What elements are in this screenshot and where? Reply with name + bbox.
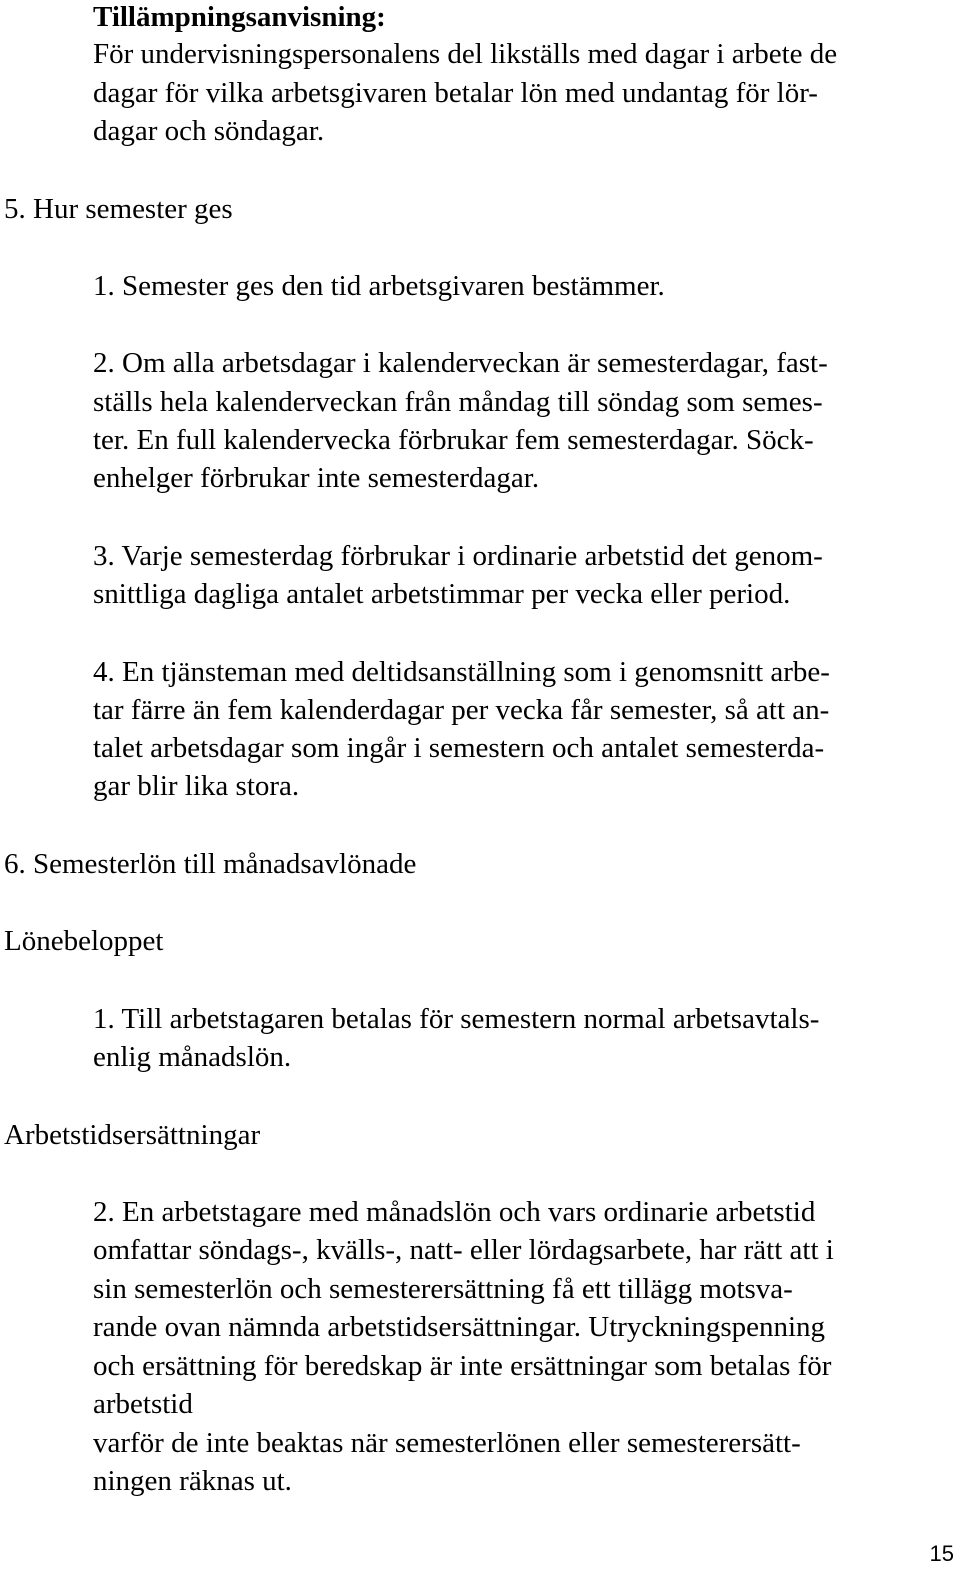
paragraph-line: enlig månadslön.	[93, 1041, 292, 1073]
section-heading: 5. Hur semester ges	[4, 193, 233, 225]
paragraph-line: arbetstid	[93, 1388, 193, 1420]
paragraph-line: varför de inte beaktas när semesterlönen eller semesterersätt-	[93, 1427, 801, 1459]
paragraph-line: 1. Semester ges den tid arbetsgivaren bestämmer.	[93, 270, 665, 302]
paragraph-line: dagar för vilka arbetsgivaren betalar lön med undantag för lör-	[93, 77, 818, 109]
paragraph-line: talet arbetsdagar som ingår i semestern och antalet semesterda-	[93, 732, 825, 764]
application-guidance-heading: Tillämpningsanvisning:	[93, 1, 386, 33]
paragraph-line: 3. Varje semesterdag förbrukar i ordinarie arbetstid det genom-	[93, 540, 823, 572]
paragraph-line: snittliga dagliga antalet arbetstimmar per vecka eller period.	[93, 578, 791, 610]
subheading: Lönebeloppet	[4, 925, 164, 957]
paragraph-line: tar färre än fem kalenderdagar per vecka får semester, så att an-	[93, 694, 830, 726]
paragraph-line: sin semesterlön och semesterersättning få ett tillägg motsva-	[93, 1273, 793, 1305]
paragraph-line: ställs hela kalenderveckan från måndag till söndag som semes-	[93, 386, 823, 418]
paragraph-line: ter. En full kalendervecka förbrukar fem semesterdagar. Söck-	[93, 424, 814, 456]
paragraph-line: 2. Om alla arbetsdagar i kalenderveckan är semesterdagar, fast-	[93, 347, 828, 379]
page-number: 15	[929, 1541, 954, 1566]
paragraph-line: 1. Till arbetstagaren betalas för semestern normal arbetsavtals-	[93, 1003, 820, 1035]
paragraph-line: enhelger förbrukar inte semesterdagar.	[93, 462, 540, 494]
paragraph-line: rande ovan nämnda arbetstidsersättningar. Utryckningspenning	[93, 1311, 826, 1343]
paragraph-line: omfattar söndags-, kvälls-, natt- eller lördagsarbete, har rätt att i	[93, 1234, 834, 1266]
section-heading: 6. Semesterlön till månadsavlönade	[4, 848, 417, 880]
paragraph-line: ningen räknas ut.	[93, 1465, 292, 1497]
paragraph-line: gar blir lika stora.	[93, 770, 300, 802]
paragraph-line: För undervisningspersonalens del likställs med dagar i arbete de	[93, 38, 838, 70]
subheading: Arbetstidsersättningar	[4, 1119, 261, 1151]
paragraph-line: 4. En tjänsteman med deltidsanställning som i genomsnitt arbe-	[93, 656, 830, 688]
paragraph-line: dagar och söndagar.	[93, 115, 325, 147]
paragraph-line: och ersättning för beredskap är inte ersättningar som betalas för	[93, 1350, 832, 1382]
paragraph-line: 2. En arbetstagare med månadslön och vars ordinarie arbetstid	[93, 1196, 816, 1228]
